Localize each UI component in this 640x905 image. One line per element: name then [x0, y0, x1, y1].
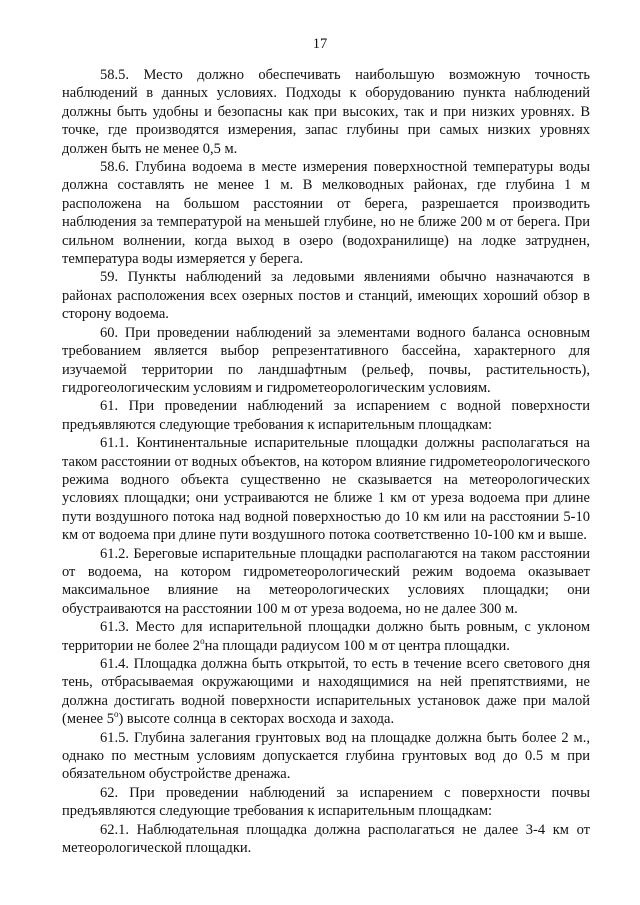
paragraph-61: 61. При проведении наблюдений за испарением с водной поверхности предъявляются следующие требования к испарительным площадкам:: [62, 398, 590, 433]
paragraph-60: 60. При проведении наблюдений за элементами водного баланса основным требованием является выбор репрезентативного бассейна, характерного для изучаемой территории по ландшафтным (рельеф, почвы, растительность), гидрогеологическим условиям и гидрометеорологическим условиям.: [62, 324, 590, 396]
document-body: [62, 66, 590, 857]
paragraph-58-6: 58.6. Глубина водоема в месте измерения поверхностной температуры воды должна составлять не менее 1 м. В мелководных районах, где глубина 1 м расположена на большом расстоянии от берега, разрешается производить наблюдения за температурой на меньшей глубине, но не ближе 200 м от берега. При сильном волнении, когда выход в озеро (водохранилище) на лодке затруднен, температура воды измеряется у берега.: [62, 159, 590, 268]
paragraph-62-1: 62.1. Наблюдательная площадка должна располагаться не далее 3-4 км от метеорологической площадки.: [62, 821, 590, 857]
paragraph-61-4-text-start: 61.4. Площадка должна быть открытой, то есть в течение всего светового дня тень, отбрасываемая окружающими и находящимися на ней препятствиями, не должна достигать водной поверхности испарительных установок даже при малой (менее 5: [62, 656, 590, 728]
paragraph-61-1: 61.1. Континентальные испарительные площадки должны располагаться на таком расстоянии от водных объектов, на котором влияние гидрометеорологического режима водного объекта существенно не сказывается на метеорологических условиях площадки; они устраиваются не ближе 1 км от уреза водоема при длине пути воздушного потока над водной поверхностью до 10 км или на расстоянии 5-10 км от водоема при длине пути воздушного потока соответственно 10-100 км и выше.: [62, 435, 590, 544]
paragraph-61-3-text-end: на площади радиусом 100 м от центра площадки.: [204, 637, 510, 654]
paragraph-59: 59. Пункты наблюдений за ледовыми явлениями обычно назначаются в районах расположения всех озерных постов и станций, имеющих хороший обзор в сторону водоема.: [62, 269, 590, 323]
page-number: 17: [312, 36, 328, 52]
paragraph-61-4: [62, 655, 590, 729]
paragraph-61-3-text-start: 61.3. Место для испарительной площадки должно быть ровным, с уклоном территории не более 2: [62, 619, 590, 654]
paragraph-61-5: 61.5. Глубина залегания грунтовых вод на площадке должна быть более 2 м., однако по местным условиям допускается глубина грунтовых вод до 0.5 м при обязательном обустройстве дренажа.: [62, 729, 590, 783]
degree-mark: о: [200, 635, 205, 646]
paragraph-61-3: [62, 618, 590, 655]
degree-mark: о: [113, 709, 119, 720]
paragraph-61-4-text-end: ) высоте солнца в секторах восхода и захода.: [118, 711, 395, 728]
paragraph-62: 62. При проведении наблюдений за испарением с поверхности почвы предъявляются следующие требования к испарительным площадкам:: [62, 784, 590, 820]
paragraph-61-2: 61.2. Береговые испарительные площадки располагаются на таком расстоянии от водоема, на котором гидрометеорологический режим водоема оказывает максимальное влияние на метеорологических условиях площадки; они обустраиваются на расстоянии 100 м от уреза водоема, но не далее 300 м.: [62, 545, 590, 617]
paragraph-58-5: 58.5. Место должно обеспечивать наибольшую возможную точность наблюдений в данных условиях. Подходы к оборудованию пункта наблюдений должны быть удобны и безопасны как при высоких, так и при низких уровнях. В точке, где производятся измерения, запас глубины при самых низких уровнях должен быть не менее 0,5 м.: [62, 67, 590, 157]
